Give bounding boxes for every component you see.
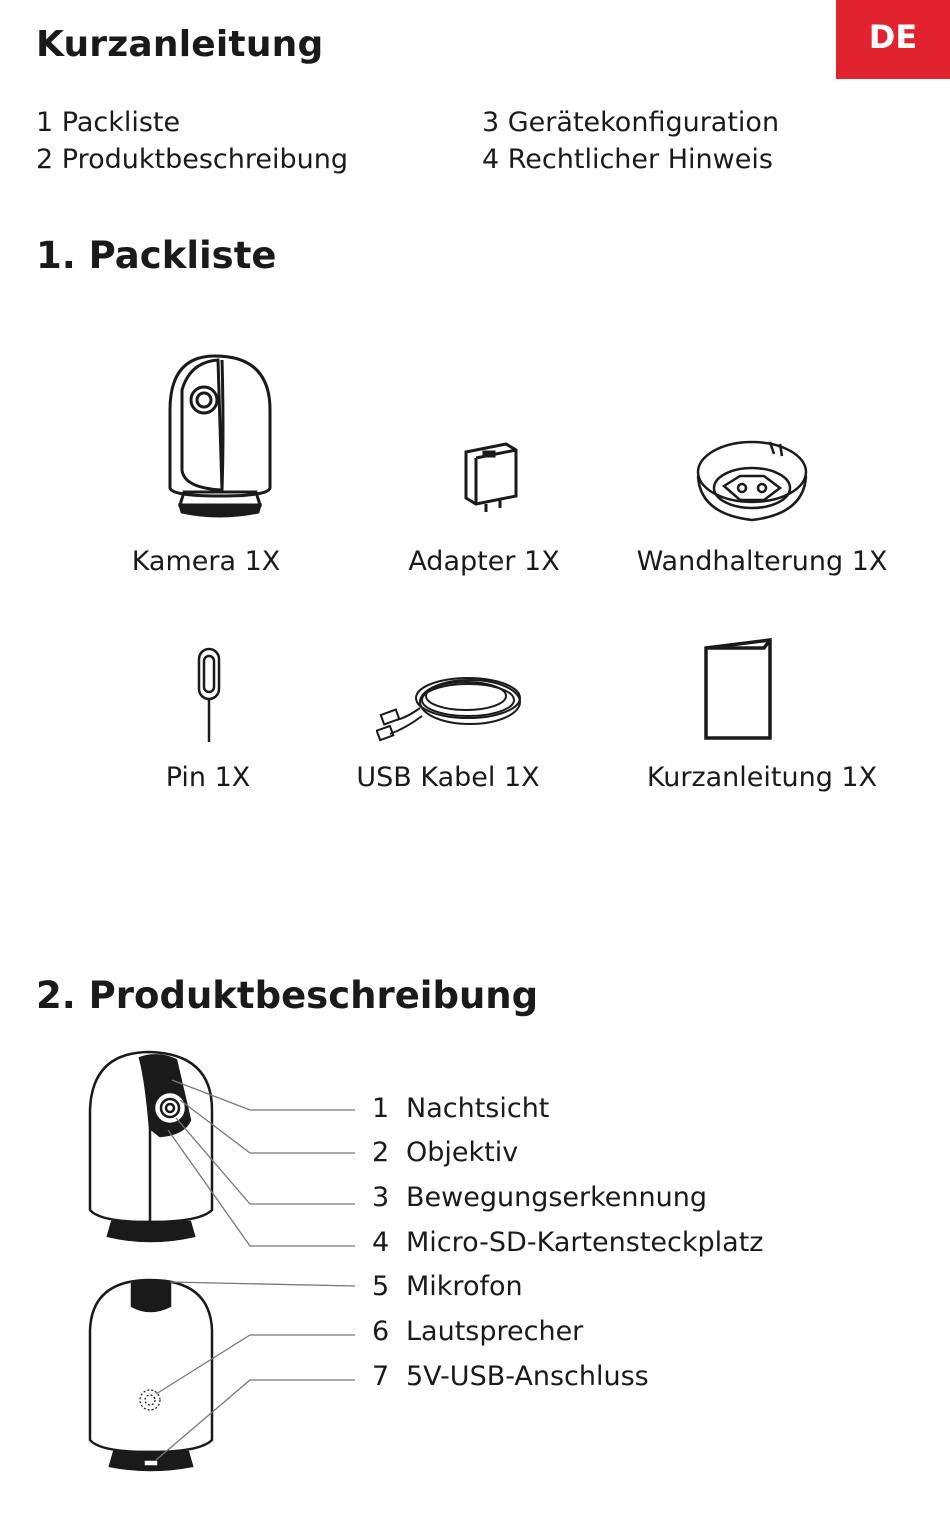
sim-pin-icon — [194, 646, 224, 746]
table-of-contents-left — [36, 104, 348, 178]
part-5 — [372, 1269, 523, 1305]
product-diagram — [0, 1040, 380, 1480]
pack-item-booklet-label: Kurzanleitung 1X — [646, 762, 878, 793]
part-label: Mikrofon — [406, 1271, 523, 1302]
part-number: 6 — [372, 1316, 390, 1347]
pack-item-usb-cable-label: USB Kabel 1X — [356, 762, 540, 793]
section-title-produktbeschreibung: 2. Produktbeschreibung — [36, 974, 539, 1017]
part-number: 1 — [372, 1093, 390, 1124]
power-adapter-icon — [458, 438, 524, 514]
part-label: Lautsprecher — [406, 1316, 584, 1347]
language-badge: DE — [836, 0, 950, 79]
part-number: 5 — [372, 1271, 390, 1302]
part-3 — [372, 1180, 707, 1216]
toc-item: 3 Gerätekonfiguration — [482, 107, 780, 138]
part-number: 7 — [372, 1361, 390, 1392]
toc-item: 4 Rechtlicher Hinweis — [482, 144, 773, 175]
part-label: Objektiv — [406, 1137, 519, 1168]
document-title: Kurzanleitung — [36, 24, 324, 65]
part-label: Nachtsicht — [406, 1093, 550, 1124]
part-1 — [372, 1091, 549, 1127]
table-of-contents-right — [482, 104, 779, 178]
part-label: Micro-SD-Kartensteckplatz — [406, 1227, 764, 1258]
booklet-icon — [700, 634, 778, 746]
pack-item-wall-mount-label: Wandhalterung 1X — [636, 546, 888, 577]
section-title-packliste: 1. Packliste — [36, 234, 277, 277]
part-4 — [372, 1225, 763, 1261]
part-7 — [372, 1359, 649, 1395]
usb-cable-icon — [376, 668, 526, 744]
part-label: 5V-USB-Anschluss — [406, 1361, 649, 1392]
camera-icon — [160, 350, 280, 522]
part-number: 4 — [372, 1227, 390, 1258]
toc-item: 2 Produktbeschreibung — [36, 144, 348, 175]
pack-item-pin-label: Pin 1X — [165, 762, 251, 793]
part-number: 3 — [372, 1182, 390, 1213]
wall-mount-icon — [694, 436, 810, 526]
part-2 — [372, 1135, 518, 1171]
part-label: Bewegungserkennung — [406, 1182, 707, 1213]
part-number: 2 — [372, 1137, 390, 1168]
pack-item-adapter-label: Adapter 1X — [408, 546, 560, 577]
part-6 — [372, 1314, 583, 1350]
pack-item-camera-label: Kamera 1X — [131, 546, 281, 577]
toc-item: 1 Packliste — [36, 107, 181, 138]
